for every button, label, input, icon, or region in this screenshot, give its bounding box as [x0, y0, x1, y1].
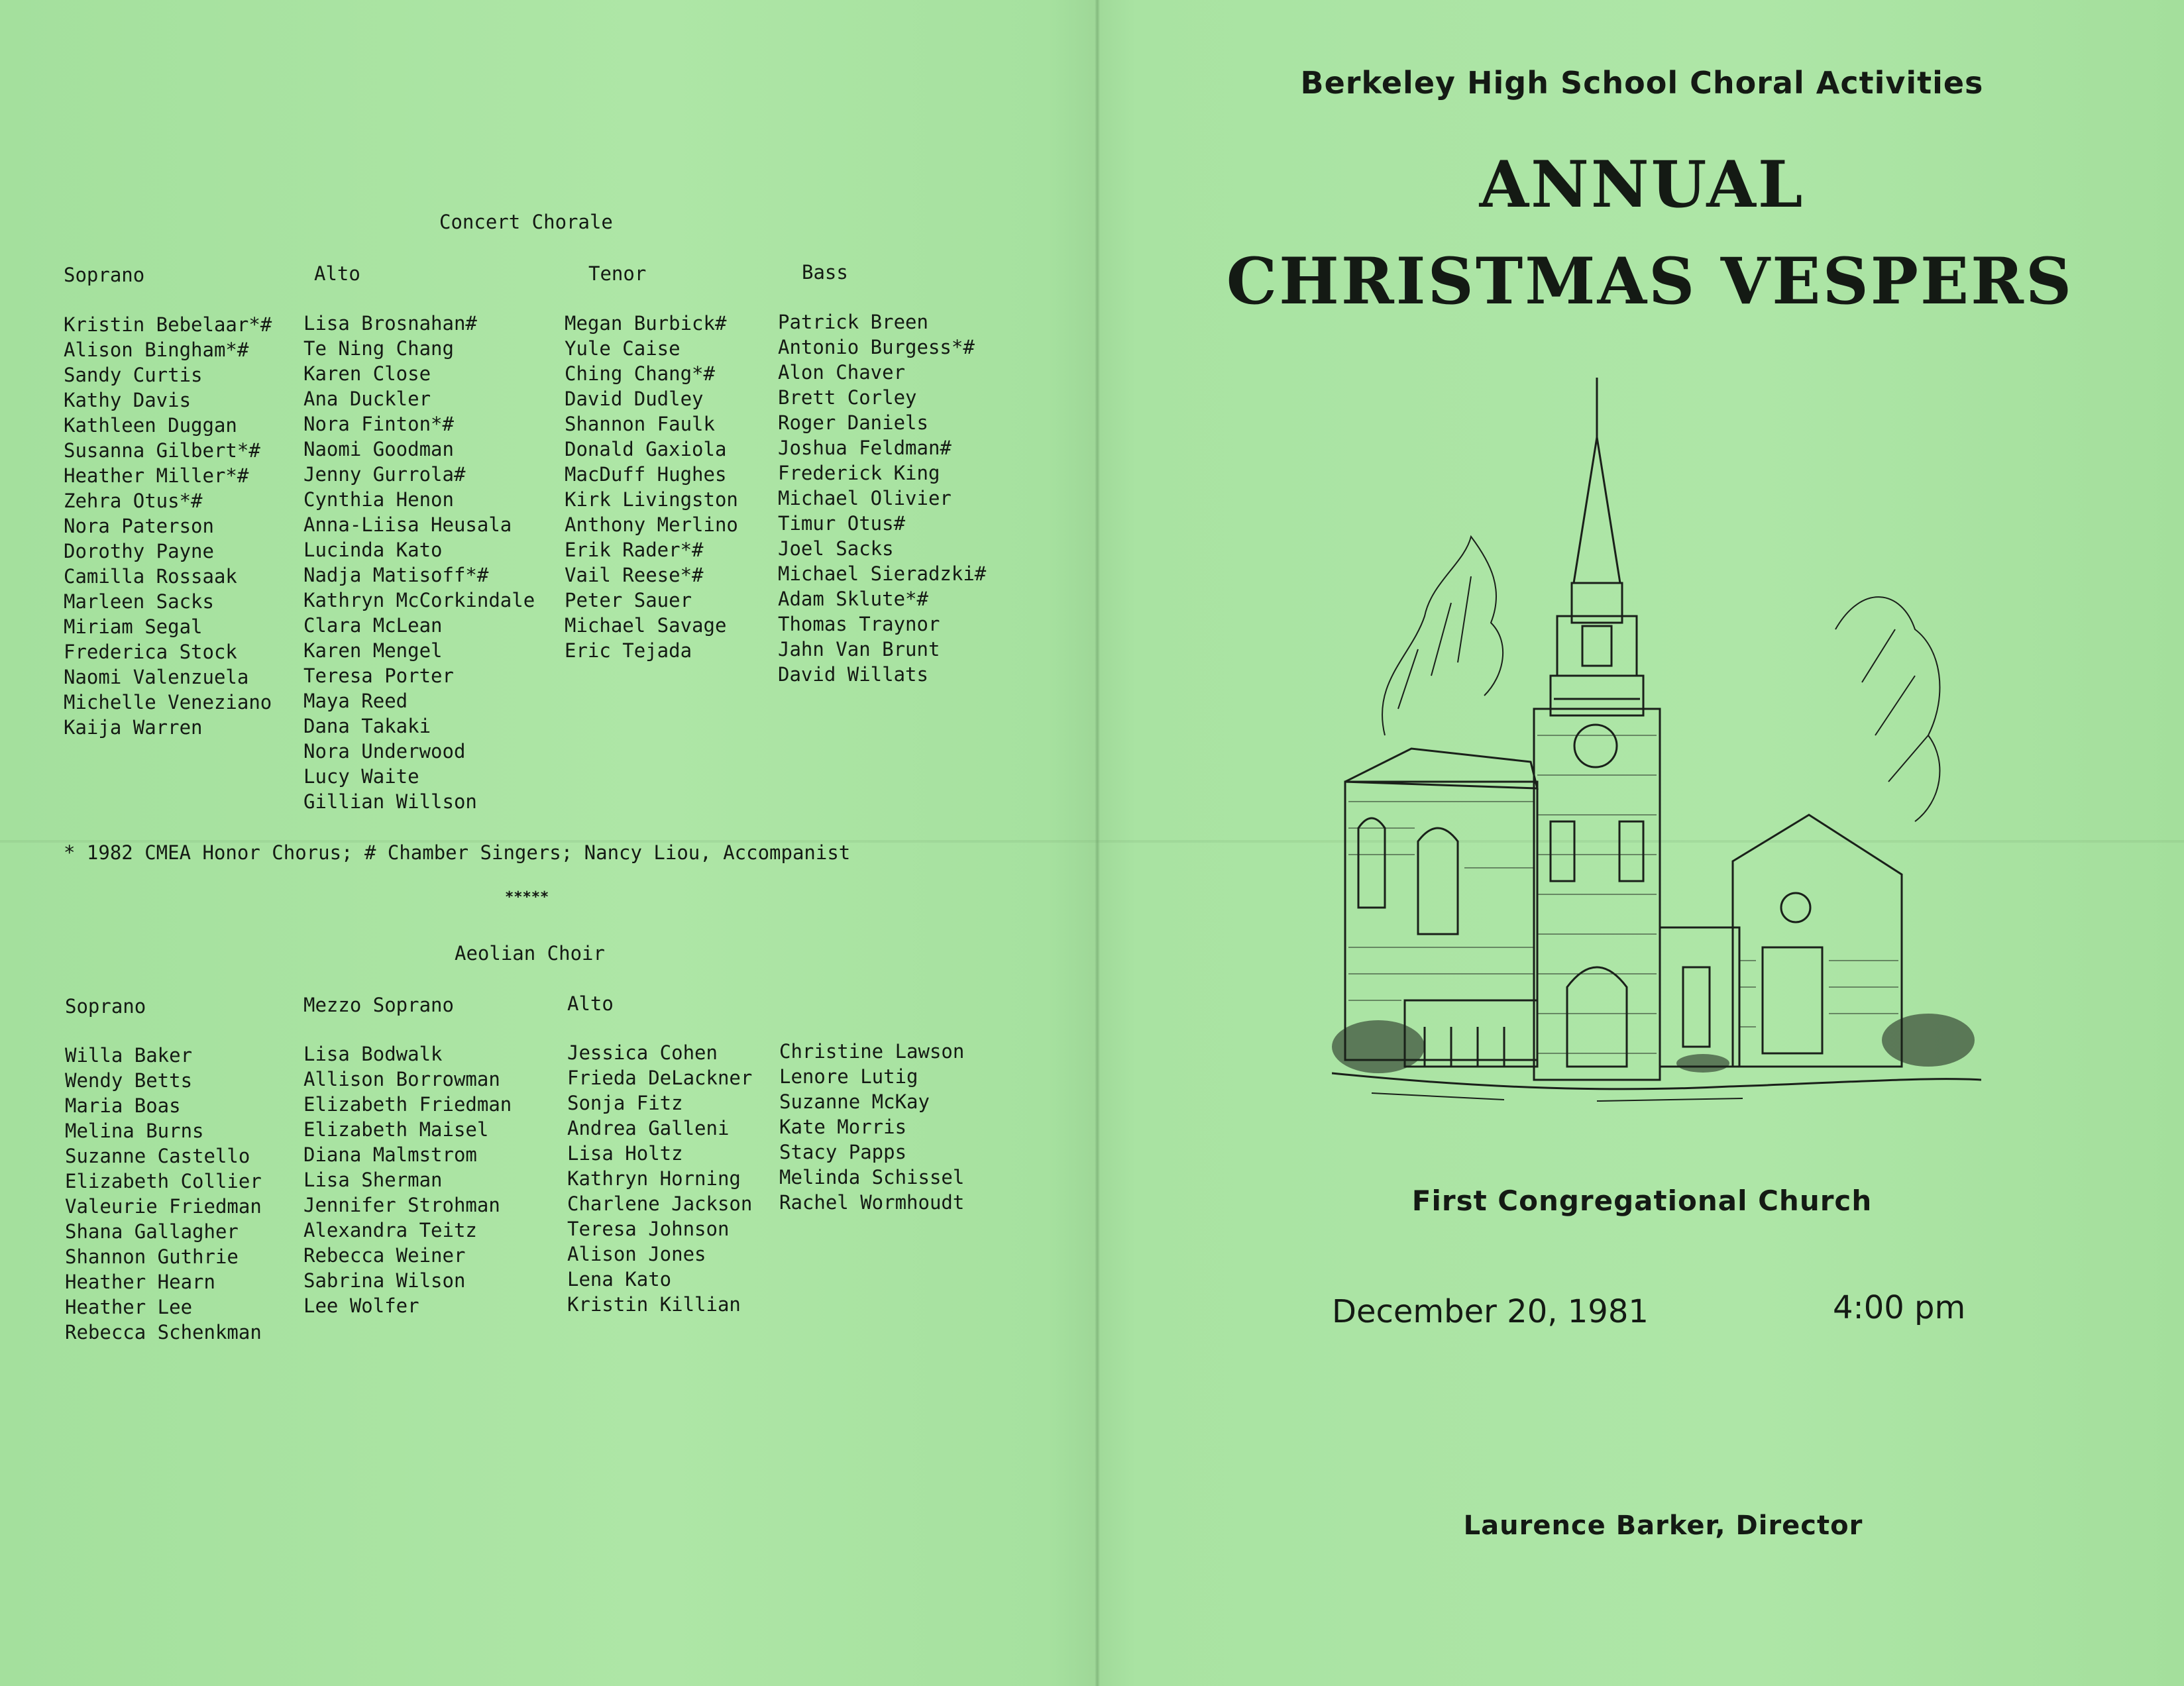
roster-name: Maria Boas	[65, 1094, 181, 1117]
chorale-tenor-list	[565, 311, 738, 663]
aeolian-soprano-list	[65, 1043, 262, 1345]
aeolian-choir-title: Aeolian Choir	[455, 942, 605, 965]
roster-name: Kaija Warren	[64, 716, 203, 739]
roster-name: Andrea Galleni	[567, 1117, 730, 1139]
aeolian-alto-list	[567, 1040, 752, 1317]
roster-name: Jennifer Strohman	[303, 1194, 500, 1216]
concert-date: December 20, 1981	[1332, 1293, 1649, 1330]
roster-name: Lucy Waite	[303, 765, 419, 788]
section-separator: *****	[505, 889, 549, 906]
center-fold	[1095, 0, 1100, 1686]
roster-name: Nora Paterson	[64, 515, 214, 537]
roster-name: Lena Kato	[567, 1268, 672, 1291]
roster-name: Elizabeth Maisel	[303, 1118, 489, 1141]
roster-name: Timur Otus#	[778, 512, 906, 535]
roster-name: Kathleen Duggan	[64, 414, 237, 437]
roster-name: Donald Gaxiola	[565, 438, 727, 460]
roster-name: Rebecca Weiner	[303, 1244, 466, 1267]
roster-name: Alon Chaver	[778, 361, 906, 384]
roster-name: Yule Caise	[565, 337, 681, 360]
church-illustration	[1332, 364, 1981, 1106]
roster-name: Michael Savage	[565, 614, 727, 637]
roster-name: Elizabeth Collier	[65, 1170, 262, 1192]
roster-name: Suzanne McKay	[779, 1090, 930, 1113]
roster-name: Karen Close	[303, 362, 431, 385]
roster-name: Peter Sauer	[565, 589, 692, 611]
roster-name: Lisa Holtz	[567, 1142, 683, 1165]
chorale-tenor-header: Tenor	[588, 262, 647, 285]
roster-name: Maya Reed	[303, 690, 408, 712]
roster-name: Frederica Stock	[64, 641, 237, 663]
roster-name: Valeurie Friedman	[65, 1195, 262, 1218]
chorale-soprano-list	[64, 312, 272, 740]
roster-name: Marleen Sacks	[64, 590, 214, 613]
roster-name: Michael Olivier	[778, 487, 952, 509]
roster-name: Camilla Rossaak	[64, 565, 237, 588]
tree-right	[1835, 597, 1939, 821]
roster-name: Jessica Cohen	[567, 1041, 718, 1064]
director: Laurence Barker, Director	[1463, 1510, 1863, 1541]
roster-name: Nora Underwood	[303, 740, 466, 763]
concert-time: 4:00 pm	[1833, 1289, 1966, 1326]
venue: First Congregational Church	[1411, 1185, 1873, 1217]
roster-name: Christine Lawson	[779, 1040, 965, 1063]
aeolian-alto-header: Alto	[567, 992, 614, 1015]
organization-name: Berkeley High School Choral Activities	[1300, 65, 1984, 101]
roster-name: Vail Reese*#	[565, 564, 704, 586]
roster-name: Karen Mengel	[303, 639, 443, 662]
roster-name: Susanna Gilbert*#	[64, 439, 260, 462]
roster-name: Michael Sieradzki#	[778, 562, 987, 585]
roster-name: David Willats	[778, 663, 928, 686]
roster-name: Kathy Davis	[64, 389, 191, 411]
roster-name: Shannon Guthrie	[65, 1245, 239, 1268]
roster-name: Anna-Liisa Heusala	[303, 513, 512, 536]
roster-name: Frederick King	[778, 462, 940, 484]
roster-name: Rachel Wormhoudt	[779, 1191, 965, 1214]
roster-name: Joel Sacks	[778, 537, 894, 560]
aeolian-soprano-header: Soprano	[65, 995, 146, 1018]
roster-name: Shana Gallagher	[65, 1220, 239, 1243]
roster-name: Nora Finton*#	[303, 413, 454, 435]
roster-name: Rebecca Schenkman	[65, 1321, 262, 1344]
tree-left	[1382, 537, 1503, 735]
roster-name: Dorothy Payne	[64, 540, 214, 562]
roster-name: Lucinda Kato	[303, 539, 443, 561]
title-line-1: ANNUAL	[1479, 147, 1805, 222]
roster-name: Ana Duckler	[303, 388, 431, 410]
roster-name: Cynthia Henon	[303, 488, 454, 511]
roster-name: Heather Lee	[65, 1296, 193, 1318]
roster-name: Naomi Goodman	[303, 438, 454, 460]
roster-name: Kristin Bebelaar*#	[64, 313, 272, 336]
chorale-soprano-header: Soprano	[64, 264, 145, 286]
roster-name: Alison Bingham*#	[64, 339, 249, 361]
roster-name: Naomi Valenzuela	[64, 666, 249, 688]
roster-name: Jahn Van Brunt	[778, 638, 940, 660]
roster-name: Charlene Jackson	[567, 1192, 753, 1215]
roster-name: Frieda DeLackner	[567, 1067, 753, 1089]
roster-name: Lee Wolfer	[303, 1294, 419, 1317]
roster-name: Melinda Schissel	[779, 1166, 965, 1188]
roster-name: Lisa Sherman	[303, 1169, 443, 1191]
aeolian-mezzo-list	[303, 1041, 512, 1318]
roster-name: Kirk Livingston	[565, 488, 738, 511]
roster-name: Melina Burns	[65, 1120, 204, 1142]
roster-name: Anthony Merlino	[565, 513, 738, 536]
roster-name: Suzanne Castello	[65, 1145, 250, 1167]
roster-name: Lisa Bodwalk	[303, 1043, 443, 1065]
roster-name: Sabrina Wilson	[303, 1269, 466, 1292]
roster-name: Antonio Burgess*#	[778, 336, 975, 358]
title-line-2: CHRISTMAS VESPERS	[1226, 244, 2074, 319]
concert-chorale-title: Concert Chorale	[439, 211, 613, 233]
roster-name: Zehra Otus*#	[64, 490, 203, 512]
roster-name: Shannon Faulk	[565, 413, 715, 435]
roster-name: Lenore Lutig	[779, 1065, 918, 1088]
roster-name: Diana Malmstrom	[303, 1143, 477, 1166]
roster-name: Thomas Traynor	[778, 613, 940, 635]
chorale-bass-header: Bass	[802, 261, 848, 284]
roster-name: Teresa Johnson	[567, 1218, 730, 1240]
roster-name: Stacy Papps	[779, 1141, 907, 1163]
roster-name: Kate Morris	[779, 1116, 907, 1138]
roster-name: Sandy Curtis	[64, 364, 203, 386]
roster-name: Ching Chang*#	[565, 362, 715, 385]
roster-name: Teresa Porter	[303, 664, 454, 687]
roster-name: Dana Takaki	[303, 715, 431, 737]
roster-name: David Dudley	[565, 388, 704, 410]
roster-name: Te Ning Chang	[303, 337, 454, 360]
roster-name: Sonja Fitz	[567, 1092, 683, 1114]
roster-name: Eric Tejada	[565, 639, 692, 662]
roster-name: Kathryn Horning	[567, 1167, 741, 1190]
roster-name: Michelle Veneziano	[64, 691, 272, 713]
roster-name: Brett Corley	[778, 386, 917, 409]
aeolian-mezzo-header: Mezzo Soprano	[303, 994, 454, 1016]
roster-name: Willa Baker	[65, 1044, 193, 1067]
roster-name: Gillian Willson	[303, 790, 477, 813]
roster-name: Roger Daniels	[778, 411, 928, 434]
roster-name: Patrick Breen	[778, 311, 928, 333]
roster-name: Wendy Betts	[65, 1069, 193, 1092]
roster-name: Megan Burbick#	[565, 312, 727, 335]
chorale-footnote: * 1982 CMEA Honor Chorus; # Chamber Singers; Nancy Liou, Accompanist	[64, 841, 851, 864]
roster-name: Joshua Feldman#	[778, 437, 952, 459]
roster-name: Kathryn McCorkindale	[303, 589, 535, 611]
roster-name: Kristin Killian	[567, 1293, 741, 1316]
chorale-bass-list	[778, 309, 986, 687]
roster-name: Jenny Gurrola#	[303, 463, 466, 486]
roster-name: Elizabeth Friedman	[303, 1093, 512, 1116]
roster-name: Alexandra Teitz	[303, 1219, 477, 1241]
roster-name: MacDuff Hughes	[565, 463, 727, 486]
roster-name: Nadja Matisoff*#	[303, 564, 489, 586]
chorale-alto-header: Alto	[314, 262, 360, 285]
roster-name: Lisa Brosnahan#	[303, 312, 477, 335]
roster-name: Miriam Segal	[64, 615, 203, 638]
roster-name: Heather Hearn	[65, 1271, 215, 1293]
roster-name: Erik Rader*#	[565, 539, 704, 561]
roster-name: Heather Miller*#	[64, 464, 249, 487]
aeolian-alto-list-2	[779, 1039, 964, 1215]
roster-name: Adam Sklute*#	[778, 588, 928, 610]
chorale-alto-list	[303, 311, 535, 814]
roster-name: Alison Jones	[567, 1243, 706, 1265]
roster-name: Clara McLean	[303, 614, 443, 637]
roster-name: Allison Borrowman	[303, 1068, 500, 1090]
